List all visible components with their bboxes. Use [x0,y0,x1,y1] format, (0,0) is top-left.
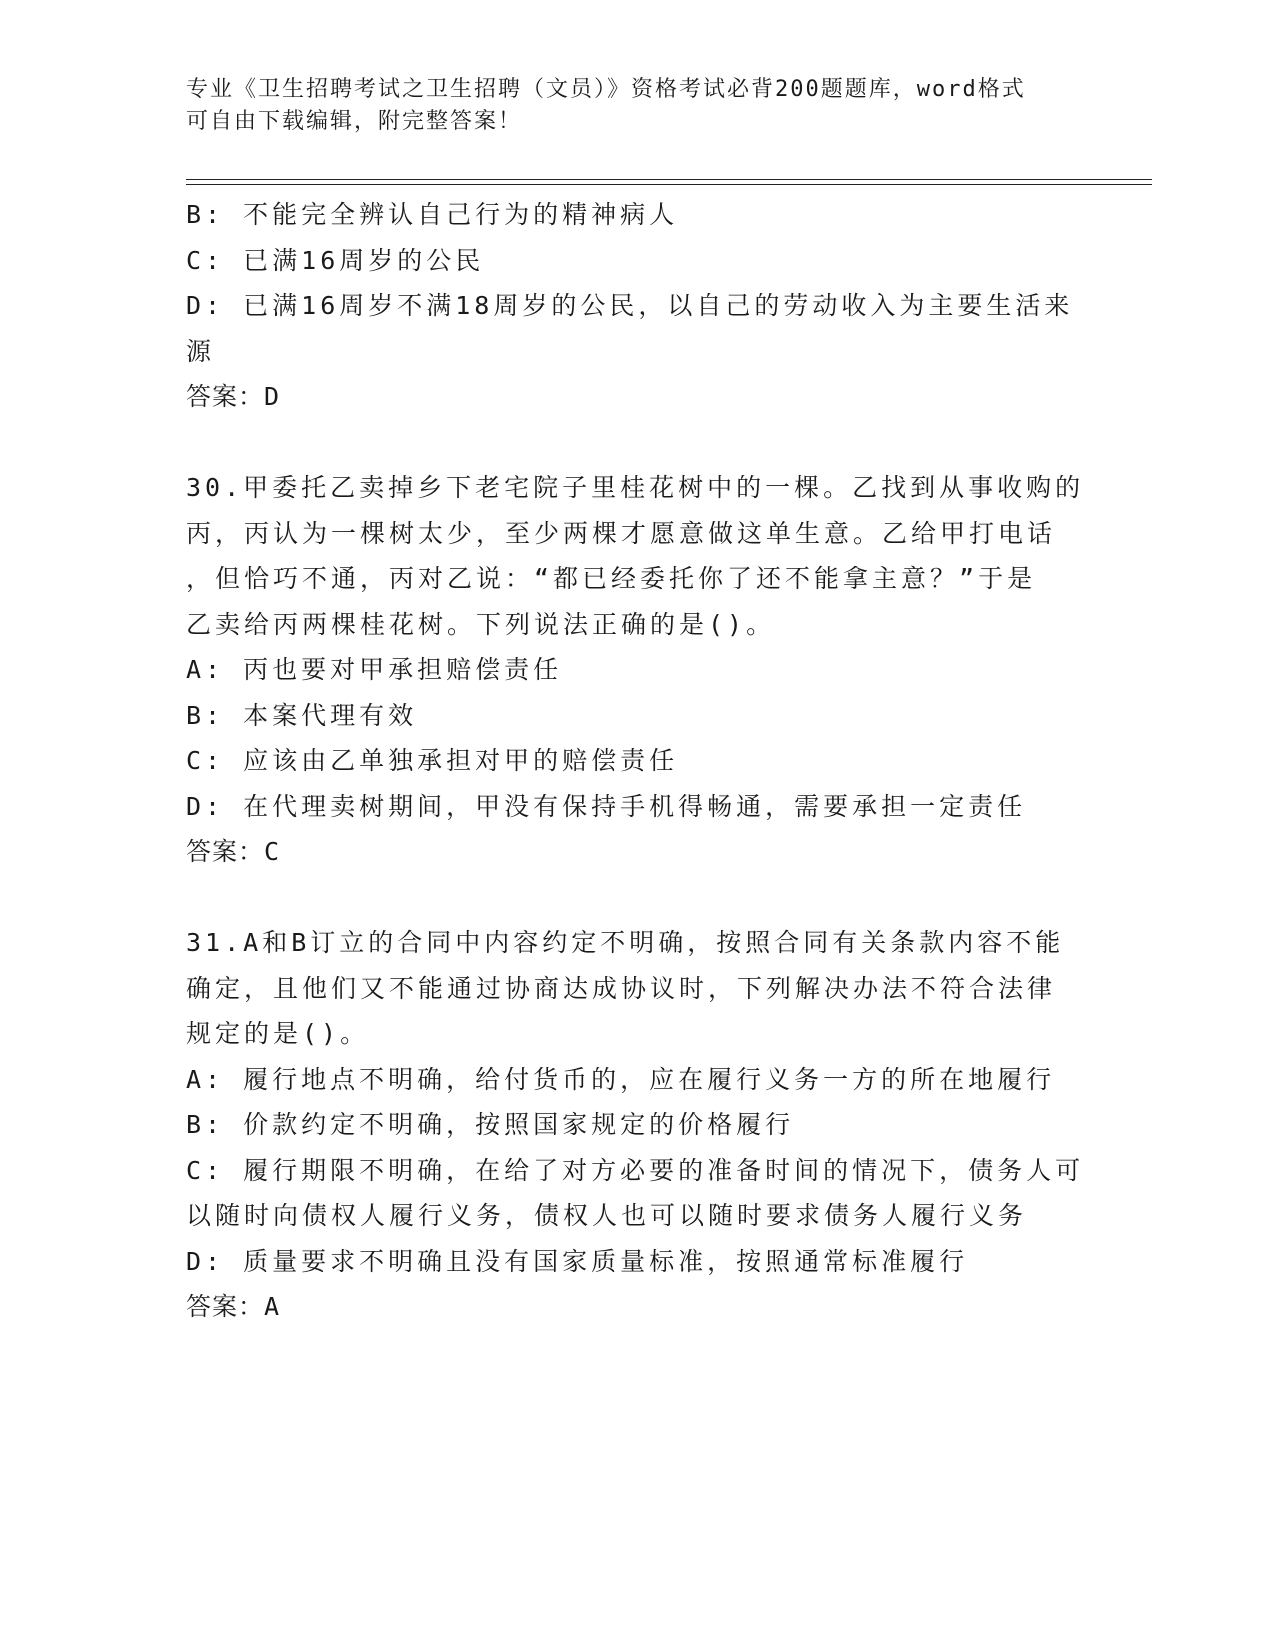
option-c-continued: 以随时向债权人履行义务，债权人也可以随时要求债务人履行义务 [186,1201,1028,1230]
question-list [186,192,1086,1330]
option-b: B: 不能完全辨认自己行为的精神病人 [186,200,679,229]
option-c: C: 履行期限不明确，在给了对方必要的准备时间的情况下，债务人可 [186,1155,1085,1185]
option-b: B: 本案代理有效 [186,700,418,730]
question-spacer [186,420,1086,466]
option-d-continued: 源 [186,336,216,366]
answer-line: 答案：A [186,1292,281,1321]
question-31 [186,920,1086,1330]
option-d: D: 在代理卖树期间，甲没有保持手机得畅通，需要承担一定责任 [186,791,1027,821]
answer-line: 答案：C [186,837,281,866]
option-b: B: 价款约定不明确，按照国家规定的价格履行 [186,1110,795,1139]
question-stem: 确定，且他们又不能通过协商达成协议时，下列解决办法不符合法律 [186,973,1057,1003]
question-stem: 31.A和B订立的合同中内容约定不明确，按照合同有关条款内容不能 [186,928,1065,957]
option-c: C: 应该由乙单独承担对甲的赔偿责任 [186,746,679,775]
question-stem: 30.甲委托乙卖掉乡下老宅院子里桂花树中的一棵。乙找到从事收购的 [186,473,1085,502]
answer-line: 答案：D [186,382,281,411]
question-stem: 乙卖给丙两棵桂花树。下列说法正确的是()。 [186,609,776,639]
question-29-continued [186,192,1086,420]
header-line-1: 专业《卫生招聘考试之卫生招聘（文员）》资格考试必背200题题库，word格式 [186,77,1026,102]
option-d: D: 质量要求不明确且没有国家质量标准，按照通常标准履行 [186,1246,969,1276]
question-stem: ，但恰巧不通，丙对乙说：“都已经委托你了还不能拿主意？”于是 [186,564,1037,593]
question-30 [186,465,1086,875]
header-line-2: 可自由下载编辑，附完整答案！ [186,109,523,134]
option-a: A: 丙也要对甲承担赔偿责任 [186,655,563,684]
document-header [186,74,1066,138]
question-spacer [186,875,1086,921]
question-stem: 规定的是()。 [186,1019,370,1048]
header-divider-top [186,179,1152,180]
option-c: C: 已满16周岁的公民 [186,245,485,275]
header-divider-bottom [186,184,1152,185]
question-stem: 丙，丙认为一棵树太少，至少两棵才愿意做这单生意。乙给甲打电话 [186,518,1057,548]
option-a: A: 履行地点不明确，给付货币的，应在履行义务一方的所在地履行 [186,1064,1056,1094]
option-d: D: 已满16周岁不满18周岁的公民，以自己的劳动收入为主要生活来 [186,291,1074,320]
